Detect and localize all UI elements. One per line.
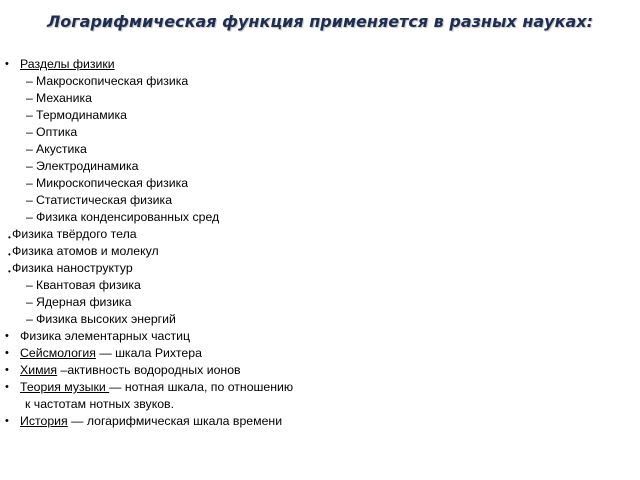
- sub-item: [26, 158, 139, 175]
- dash-icon: –: [26, 125, 33, 139]
- bullet-icon: •: [8, 250, 11, 259]
- small-item-label: Физика наноструктур: [12, 261, 133, 275]
- sub-item: [26, 294, 131, 311]
- bullet-icon: •: [8, 233, 11, 242]
- sub-item: [26, 73, 188, 90]
- music-link[interactable]: Теория музыки: [20, 380, 110, 394]
- seismology-text: — шкала Рихтера: [95, 346, 202, 360]
- small-item: [0, 226, 137, 243]
- list-item-elementary: [0, 328, 190, 345]
- music-text-continuation: к частотам нотных звуков.: [25, 397, 174, 411]
- list-item-seismology: [0, 345, 202, 362]
- sub-item-label: Термодинамика: [36, 108, 128, 122]
- list-item-history: [0, 413, 282, 430]
- sub-item-label: Физика высоких энергий: [36, 312, 176, 326]
- small-item-label: Физика твёрдого тела: [12, 227, 137, 241]
- sub-item-label: Статистическая физика: [36, 193, 173, 207]
- dash-icon: –: [26, 210, 33, 224]
- small-item-label: Физика атомов и молекул: [12, 244, 159, 258]
- chemistry-text: –активность водородных ионов: [57, 363, 241, 377]
- sub-item-label: Ядерная физика: [36, 295, 132, 309]
- dash-icon: –: [26, 142, 33, 156]
- sub-item: [26, 192, 172, 209]
- sub-item-label: Физика конденсированных сред: [36, 210, 220, 224]
- list-item-physics: [0, 56, 115, 73]
- bullet-icon: •: [5, 364, 9, 376]
- bullet-icon: •: [5, 58, 9, 70]
- dash-icon: –: [26, 176, 33, 190]
- sub-item-label: Электродинамика: [36, 159, 139, 173]
- list-item-music: [0, 379, 293, 396]
- sub-item: [26, 277, 141, 294]
- dash-icon: –: [26, 312, 33, 326]
- sub-item-label: Макроскопическая физика: [36, 74, 189, 88]
- sub-item: [26, 141, 87, 158]
- music-text: — нотная шкала, по отношению: [109, 380, 294, 394]
- small-item: [0, 260, 133, 277]
- dash-icon: –: [26, 159, 33, 173]
- sub-item-label: Акустика: [36, 142, 87, 156]
- dash-icon: –: [26, 108, 33, 122]
- sub-item-label: Микроскопическая физика: [36, 176, 189, 190]
- list-item-chemistry: [0, 362, 241, 379]
- sub-item: [26, 124, 77, 141]
- dash-icon: –: [26, 193, 33, 207]
- chemistry-link[interactable]: Химия: [20, 363, 58, 377]
- sub-item: [26, 311, 176, 328]
- seismology-link[interactable]: Сейсмология: [20, 346, 96, 360]
- bullet-icon: •: [5, 415, 9, 427]
- small-item: [0, 243, 159, 260]
- page-title: Логарифмическая функция применяется в разных науках:: [47, 12, 593, 31]
- sub-item-label: Квантовая физика: [36, 278, 141, 292]
- bullet-icon: •: [5, 330, 9, 342]
- sub-item: [26, 209, 219, 226]
- elementary-label: Физика элементарных частиц: [20, 329, 191, 343]
- dash-icon: –: [26, 91, 33, 105]
- dash-icon: –: [26, 74, 33, 88]
- history-text: — логарифмическая шкала времени: [67, 414, 283, 428]
- dash-icon: –: [26, 278, 33, 292]
- bullet-icon: •: [5, 347, 9, 359]
- bullet-icon: •: [5, 381, 9, 393]
- sub-item: [26, 107, 127, 124]
- history-link[interactable]: История: [20, 414, 68, 428]
- physics-link[interactable]: Разделы физики: [20, 57, 115, 71]
- sub-item-label: Оптика: [36, 125, 78, 139]
- dash-icon: –: [26, 295, 33, 309]
- sub-item: [26, 175, 188, 192]
- sub-item-label: Механика: [36, 91, 92, 105]
- bullet-icon: •: [8, 267, 11, 276]
- sub-item: [26, 90, 92, 107]
